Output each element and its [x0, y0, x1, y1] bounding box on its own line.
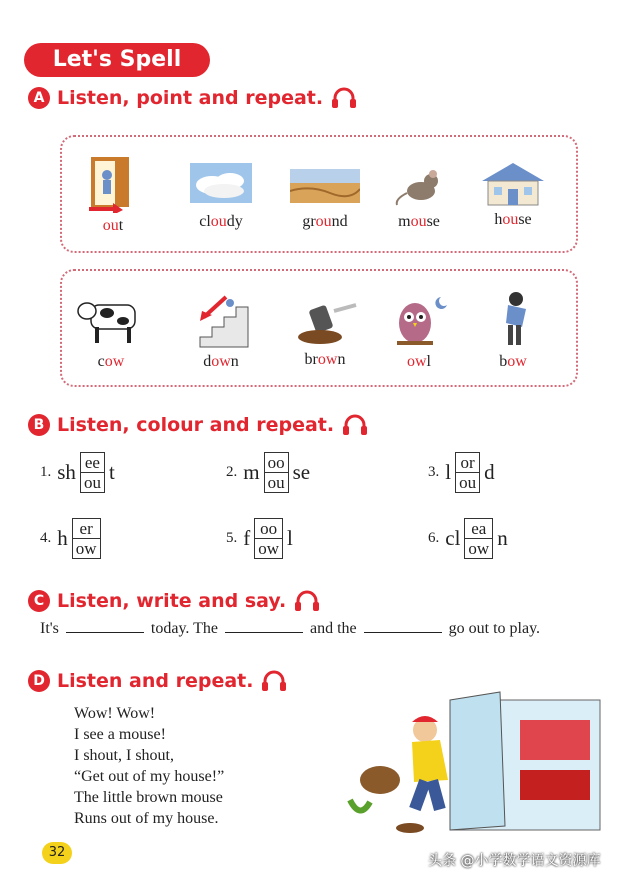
- ou-words-box: [60, 135, 578, 253]
- word-card-out[interactable]: [68, 153, 158, 235]
- letter-choice[interactable]: [264, 452, 289, 493]
- section-b-badge: B: [28, 414, 50, 436]
- poem-line: The little brown mouse: [74, 789, 223, 806]
- choice-option-bottom[interactable]: ow: [464, 539, 493, 559]
- headphones-icon[interactable]: [342, 414, 368, 436]
- sentence-part: and the: [309, 620, 357, 637]
- word-mouse: mouse: [398, 213, 440, 230]
- sentence-part: It's: [40, 620, 59, 637]
- word-card-house[interactable]: [468, 161, 558, 229]
- choice-option-top[interactable]: oo: [254, 518, 283, 539]
- word-brown: brown: [304, 351, 346, 368]
- word-prefix: sh: [57, 460, 76, 484]
- word-card-mouse[interactable]: [374, 163, 464, 231]
- word-down: down: [203, 353, 239, 370]
- item-number: 1.: [40, 464, 52, 480]
- house-icon: [478, 161, 548, 207]
- choice-option-bottom[interactable]: ou: [455, 473, 480, 493]
- word-card-brown[interactable]: [280, 297, 370, 369]
- cloud-icon: [190, 159, 252, 209]
- section-c-badge: C: [28, 590, 50, 612]
- word-ground: ground: [302, 213, 348, 230]
- lesson-title: Let's Spell: [24, 43, 210, 77]
- item-number: 3.: [428, 464, 440, 480]
- spell-item-4: [40, 518, 105, 559]
- sentence-part: go out to play.: [448, 620, 541, 637]
- word-prefix: f: [243, 526, 251, 550]
- word-suffix: t: [108, 460, 115, 484]
- word-prefix: l: [445, 460, 452, 484]
- choice-option-bottom[interactable]: ow: [254, 539, 283, 559]
- choice-option-top[interactable]: er: [72, 518, 101, 539]
- bow-icon: [488, 289, 538, 349]
- section-d-badge: D: [28, 670, 50, 692]
- section-a-heading: Listen, point and repeat.: [57, 87, 324, 109]
- spell-item-1: [40, 452, 115, 493]
- spell-item-2: [226, 452, 310, 493]
- section-c-heading: Listen, write and say.: [57, 590, 287, 612]
- spell-item-5: [226, 518, 293, 559]
- blank-1[interactable]: [66, 632, 144, 633]
- word-cow: cow: [97, 353, 125, 370]
- section-d-heading: Listen and repeat.: [57, 670, 254, 692]
- spell-item-6: [428, 518, 508, 559]
- stairs-down-icon: [190, 291, 252, 349]
- poem-line: I see a mouse!: [74, 726, 166, 743]
- section-a-header: [28, 85, 357, 111]
- headphones-icon[interactable]: [294, 590, 320, 612]
- section-d-header: [28, 668, 287, 694]
- letter-choice[interactable]: [464, 518, 493, 559]
- page-number: 32: [42, 842, 72, 864]
- poem-line: I shout, I shout,: [74, 747, 174, 764]
- choice-option-bottom[interactable]: ou: [264, 473, 289, 493]
- section-a-badge: A: [28, 87, 50, 109]
- choice-option-top[interactable]: ee: [80, 452, 105, 473]
- word-card-cloudy[interactable]: [176, 159, 266, 231]
- word-out: out: [102, 217, 124, 234]
- word-card-cow[interactable]: [66, 291, 156, 371]
- section-b-header: [28, 412, 368, 438]
- choice-option-top[interactable]: oo: [264, 452, 289, 473]
- blank-3[interactable]: [364, 632, 442, 633]
- word-suffix: n: [497, 526, 508, 550]
- letter-choice[interactable]: [254, 518, 283, 559]
- word-suffix: d: [484, 460, 495, 484]
- choice-option-top[interactable]: or: [455, 452, 480, 473]
- door-out-icon: [83, 153, 143, 213]
- ow-words-box: [60, 269, 578, 387]
- word-suffix: se: [292, 460, 311, 484]
- section-c-header: [28, 588, 320, 614]
- boy-running-illustration: [330, 690, 610, 840]
- item-number: 4.: [40, 530, 52, 546]
- word-prefix: cl: [445, 526, 461, 550]
- watermark-text: 头条 @小学数学语文资源库: [428, 853, 601, 869]
- fill-in-sentence: [40, 620, 540, 638]
- word-house: house: [494, 211, 532, 228]
- word-card-owl[interactable]: [374, 291, 464, 371]
- headphones-icon[interactable]: [331, 87, 357, 109]
- word-card-ground[interactable]: [280, 163, 370, 231]
- ground-icon: [290, 163, 360, 209]
- blank-2[interactable]: [225, 632, 303, 633]
- choice-option-bottom[interactable]: ou: [80, 473, 105, 493]
- section-b-heading: Listen, colour and repeat.: [57, 414, 335, 436]
- mouse-icon: [391, 163, 447, 209]
- word-card-down[interactable]: [176, 291, 266, 371]
- word-cloudy: cloudy: [199, 213, 243, 230]
- poem-line: Wow! Wow!: [74, 705, 156, 722]
- letter-choice[interactable]: [80, 452, 105, 493]
- letter-choice[interactable]: [72, 518, 101, 559]
- choice-option-top[interactable]: ea: [464, 518, 493, 539]
- poem: [74, 703, 224, 829]
- item-number: 2.: [226, 464, 238, 480]
- word-suffix: l: [287, 526, 293, 550]
- sentence-part: today. The: [150, 620, 218, 637]
- word-bow: bow: [499, 353, 527, 370]
- poem-line: Runs out of my house.: [74, 810, 219, 827]
- word-prefix: h: [57, 526, 68, 550]
- brown-paint-icon: [290, 297, 360, 347]
- item-number: 6.: [428, 530, 440, 546]
- owl-icon: [387, 291, 451, 349]
- spell-item-3: [428, 452, 495, 493]
- word-prefix: m: [243, 460, 260, 484]
- headphones-icon[interactable]: [261, 670, 287, 692]
- cow-icon: [73, 291, 149, 349]
- poem-line: “Get out of my house!”: [74, 768, 225, 785]
- choice-option-bottom[interactable]: ow: [72, 539, 101, 559]
- word-card-bow[interactable]: [468, 289, 558, 371]
- item-number: 5.: [226, 530, 238, 546]
- word-owl: owl: [406, 353, 431, 370]
- letter-choice[interactable]: [455, 452, 480, 493]
